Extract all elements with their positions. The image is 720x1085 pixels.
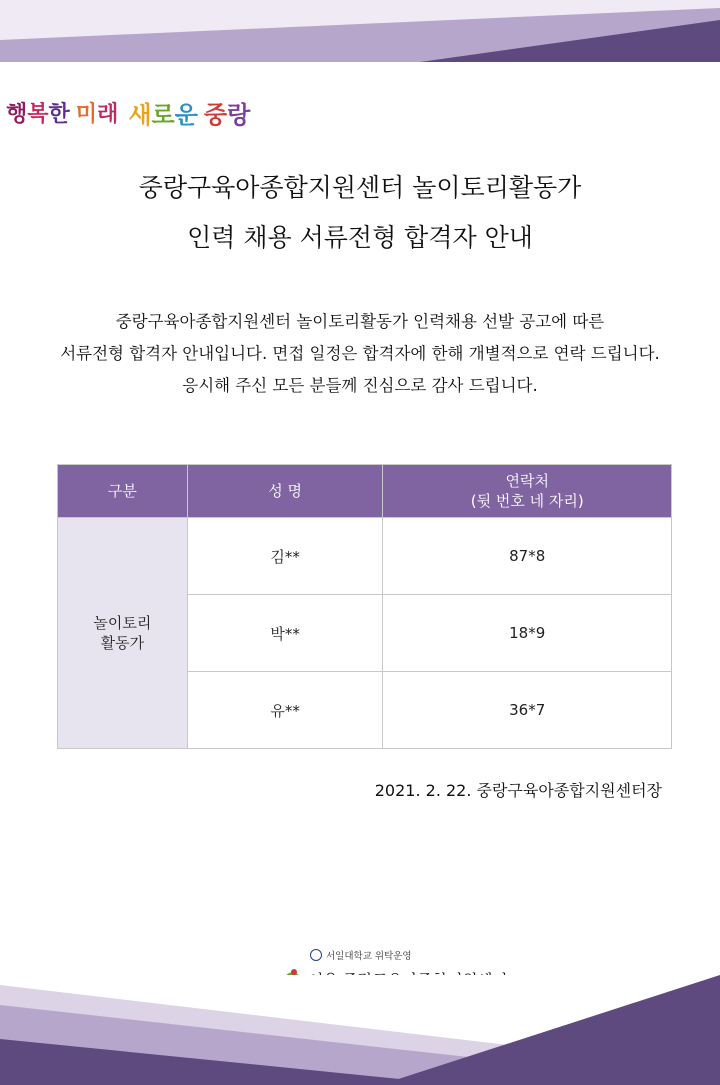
slogan-char: 미 — [75, 101, 98, 127]
slogan-char: 한 — [48, 101, 70, 127]
applicant-name: 김** — [187, 518, 383, 595]
applicant-name: 유** — [187, 672, 383, 749]
slogan-char: 운 — [174, 100, 198, 129]
applicant-contact: 87*8 — [383, 518, 672, 595]
results-table — [57, 464, 672, 749]
slogan-logo — [6, 92, 250, 132]
category-label-line-1: 놀이토리 — [93, 614, 152, 632]
table-row — [58, 518, 672, 595]
slogan-part-new-jungnang — [128, 95, 250, 130]
table-header-row — [58, 465, 672, 518]
slogan-char: 로 — [151, 100, 175, 129]
page-title-line-1: 중랑구육아종합지원센터 놀이토리활동가 — [138, 173, 582, 202]
applicant-name: 박** — [187, 595, 383, 672]
page-title-line-2: 인력 채용 서류전형 합격자 안내 — [187, 223, 533, 252]
header-contact-label: 연락처 — [505, 472, 549, 490]
header-contact — [383, 465, 672, 518]
notice-text-line-2: 서류전형 합격자 안내입니다. 면접 일정은 합격자에 한해 개별적으로 연락 드립니다. — [60, 344, 660, 363]
slogan-char: 래 — [97, 101, 119, 127]
top-decorative-band — [0, 0, 720, 62]
operator-text: 서일대학교 위탁운영 — [326, 951, 412, 962]
header-name: 성 명 — [187, 465, 383, 518]
category-label-line-2: 활동가 — [100, 634, 145, 652]
bottom-decorative-band — [0, 975, 720, 1085]
notice-text-line-3: 응시해 주신 모든 분들께 진심으로 감사 드립니다. — [182, 376, 538, 395]
slogan-char: 새 — [128, 100, 152, 129]
header-category: 구분 — [58, 465, 188, 518]
category-cell — [58, 518, 188, 749]
applicant-contact: 18*9 — [383, 595, 672, 672]
slogan-part-happy-future — [6, 97, 118, 128]
slogan-char: 복 — [27, 101, 49, 127]
operator-line — [310, 948, 516, 962]
date-and-signature: 2021. 2. 22. 중랑구육아종합지원센터장 — [374, 781, 662, 800]
results-table-container — [57, 464, 672, 749]
university-seal-icon — [310, 949, 322, 961]
slogan-char: 중 — [203, 100, 228, 129]
header-contact-sublabel: (뒷 번호 네 자리) — [470, 492, 584, 510]
notice-text-line-1: 중랑구육아종합지원센터 놀이토리활동가 인력채용 선발 공고에 따른 — [115, 312, 605, 331]
slogan-char: 랑 — [227, 100, 251, 129]
applicant-contact: 36*7 — [383, 672, 672, 749]
slogan-char: 행 — [6, 101, 28, 127]
